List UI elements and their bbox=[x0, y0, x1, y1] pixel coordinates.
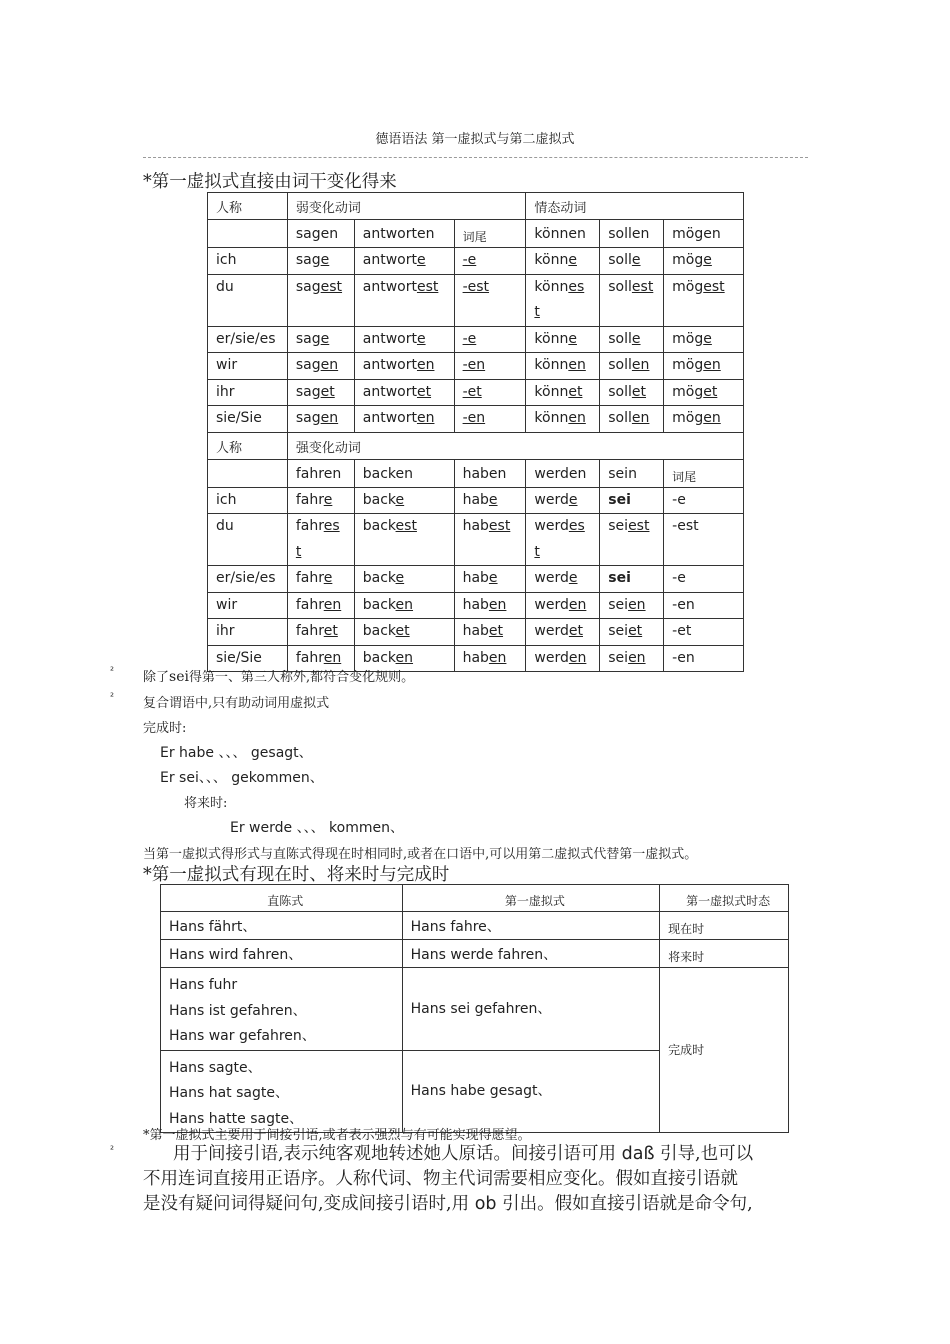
verb-header: sagen bbox=[287, 220, 354, 248]
form-cell: antworte bbox=[354, 248, 454, 275]
note-text: 得第一、第三人称外,都符合变化规则。 bbox=[188, 670, 415, 685]
form-cell: antworte bbox=[354, 326, 454, 353]
form-cell: werde bbox=[526, 566, 600, 593]
form-cell: sollen bbox=[600, 406, 664, 433]
perfect-label: 完成时: bbox=[143, 721, 187, 736]
form-cell: backest bbox=[354, 514, 454, 566]
indicative-line: Hans hat sagte、 bbox=[169, 1085, 289, 1101]
indicative-line: Hans ist gefahren、 bbox=[169, 1002, 307, 1019]
perfect-example-1: Er habe 、、、 gesagt、 bbox=[160, 745, 313, 761]
form-cell: sage bbox=[287, 326, 354, 353]
col-header-konjunktiv: 第一虚拟式 bbox=[402, 885, 660, 912]
table-row bbox=[208, 248, 744, 275]
table-row bbox=[208, 566, 744, 593]
verb-header: sollen bbox=[600, 220, 664, 248]
person-cell: du bbox=[208, 514, 288, 566]
table-row bbox=[208, 619, 744, 646]
paragraph-text: 引导,也可以 bbox=[654, 1144, 754, 1164]
form-cell: fahre bbox=[287, 487, 354, 514]
person-cell: ich bbox=[208, 487, 288, 514]
table-row bbox=[208, 379, 744, 406]
tense-cell-perfect: 完成时 bbox=[660, 968, 789, 1133]
form-cell: fahre bbox=[287, 566, 354, 593]
form-cell: werdes t bbox=[526, 514, 600, 566]
form-cell: sollen bbox=[600, 353, 664, 380]
note-sei-exception bbox=[143, 666, 414, 685]
tense-cell: 现在时 bbox=[660, 912, 789, 940]
paragraph-word-dass: daß bbox=[621, 1144, 655, 1164]
form-cell: backen bbox=[354, 645, 454, 672]
form-cell: -est bbox=[664, 514, 744, 566]
person-cell: wir bbox=[208, 592, 288, 619]
form-cell: antwortest bbox=[354, 274, 454, 326]
form-cell: -et bbox=[454, 379, 526, 406]
table-row bbox=[161, 912, 789, 940]
person-cell: er/sie/es bbox=[208, 326, 288, 353]
verb-header: backen bbox=[354, 459, 454, 487]
form-cell: solle bbox=[600, 326, 664, 353]
form-cell: werde bbox=[526, 487, 600, 514]
paragraph-word-ob: ob bbox=[474, 1194, 497, 1214]
form-cell: seiest bbox=[600, 514, 664, 566]
form-cell: könnet bbox=[526, 379, 600, 406]
verb-header: antworten bbox=[354, 220, 454, 248]
table-row bbox=[208, 514, 744, 566]
blank-cell bbox=[208, 220, 288, 248]
table-row bbox=[161, 968, 789, 1051]
form-cell: haben bbox=[454, 645, 526, 672]
form-cell: möge bbox=[664, 326, 744, 353]
table-row bbox=[208, 353, 744, 380]
form-cell: backet bbox=[354, 619, 454, 646]
form-cell: -e bbox=[664, 566, 744, 593]
verb-header: sein bbox=[600, 459, 664, 487]
person-cell: ihr bbox=[208, 619, 288, 646]
form-cell: antworten bbox=[354, 406, 454, 433]
form-cell: könne bbox=[526, 248, 600, 275]
page-header: 德语语法 第一虚拟式与第二虚拟式 bbox=[375, 132, 575, 147]
person-cell: ich bbox=[208, 248, 288, 275]
ending-header: 词尾 bbox=[454, 220, 526, 248]
form-cell: können bbox=[526, 406, 600, 433]
conjugation-table bbox=[207, 192, 744, 672]
form-cell: fahres t bbox=[287, 514, 354, 566]
weak-verbs-header: 弱变化动词 bbox=[287, 193, 526, 220]
form-cell: fahret bbox=[287, 619, 354, 646]
form-cell: mögen bbox=[664, 406, 744, 433]
form-cell: habe bbox=[454, 566, 526, 593]
form-cell: sollet bbox=[600, 379, 664, 406]
header-divider bbox=[143, 157, 808, 158]
form-cell: mögest bbox=[664, 274, 744, 326]
form-cell: sollest bbox=[600, 274, 664, 326]
indicative-cell: Hans fährt、 bbox=[161, 912, 403, 940]
form-cell: sagen bbox=[287, 406, 354, 433]
future-label: 将来时: bbox=[184, 796, 228, 811]
form-cell: solle bbox=[600, 248, 664, 275]
konjunktiv-cell: Hans werde fahren、 bbox=[402, 940, 660, 968]
strong-verbs-header: 强变化动词 bbox=[287, 432, 743, 459]
form-cell: -e bbox=[454, 326, 526, 353]
table-row bbox=[208, 487, 744, 514]
form-cell: backe bbox=[354, 487, 454, 514]
form-cell: habest bbox=[454, 514, 526, 566]
section-heading-tenses: *第一虚拟式有现在时、将来时与完成时 bbox=[143, 865, 450, 885]
form-cell: -est bbox=[454, 274, 526, 326]
form-cell: könne bbox=[526, 326, 600, 353]
form-cell: werden bbox=[526, 592, 600, 619]
verb-header: haben bbox=[454, 459, 526, 487]
indicative-line: Hans sagte、 bbox=[169, 1059, 262, 1076]
person-cell: sie/Sie bbox=[208, 645, 288, 672]
form-cell: habe bbox=[454, 487, 526, 514]
konjunktiv-cell: Hans fahre、 bbox=[402, 912, 660, 940]
form-cell: mögen bbox=[664, 353, 744, 380]
verb-header: mögen bbox=[664, 220, 744, 248]
form-cell: können bbox=[526, 353, 600, 380]
col-header-tense: 第一虚拟式时态 bbox=[660, 885, 789, 912]
note-compound-predicate: 复合谓语中,只有助动词用虚拟式 bbox=[143, 696, 330, 711]
tense-cell: 将来时 bbox=[660, 940, 789, 968]
form-cell: -et bbox=[664, 619, 744, 646]
form-cell: seien bbox=[600, 592, 664, 619]
tense-table bbox=[160, 884, 789, 1133]
form-cell: -en bbox=[664, 645, 744, 672]
form-cell: seien bbox=[600, 645, 664, 672]
blank-cell bbox=[208, 459, 288, 487]
indicative-cell bbox=[161, 1050, 403, 1133]
person-header: 人称 bbox=[208, 432, 288, 459]
form-cell: -en bbox=[454, 406, 526, 433]
form-cell: -e bbox=[454, 248, 526, 275]
form-cell: -en bbox=[664, 592, 744, 619]
form-cell: -en bbox=[454, 353, 526, 380]
konjunktiv-cell: Hans habe gesagt、 bbox=[402, 1050, 660, 1133]
bullet-marker: ² bbox=[110, 666, 115, 677]
note-text: 除了 bbox=[143, 670, 170, 685]
verb-header: fahren bbox=[287, 459, 354, 487]
form-cell: sagest bbox=[287, 274, 354, 326]
form-cell: werden bbox=[526, 645, 600, 672]
table-row bbox=[161, 940, 789, 968]
ending-header: 词尾 bbox=[664, 459, 744, 487]
form-cell: backe bbox=[354, 566, 454, 593]
form-cell: habet bbox=[454, 619, 526, 646]
form-cell: könnes t bbox=[526, 274, 600, 326]
table-row bbox=[208, 274, 744, 326]
bullet-marker: ² bbox=[110, 692, 115, 703]
form-cell: seiet bbox=[600, 619, 664, 646]
indicative-cell bbox=[161, 968, 403, 1051]
paragraph-line-2: 不用连词直接用正语序。人称代词、物主代词需要相应变化。假如直接引语就 bbox=[143, 1169, 738, 1189]
konjunktiv-cell: Hans sei gefahren、 bbox=[402, 968, 660, 1051]
usage-note: *第一虚拟式主要用于间接引语,或者表示强烈与有可能实现得愿望。 bbox=[143, 1128, 531, 1143]
person-cell: sie/Sie bbox=[208, 406, 288, 433]
form-cell: möget bbox=[664, 379, 744, 406]
verb-header: können bbox=[526, 220, 600, 248]
form-cell: backen bbox=[354, 592, 454, 619]
form-cell: möge bbox=[664, 248, 744, 275]
form-cell: werdet bbox=[526, 619, 600, 646]
form-cell: fahren bbox=[287, 645, 354, 672]
verb-header: werden bbox=[526, 459, 600, 487]
future-example: Er werde 、、、 kommen、 bbox=[230, 820, 404, 836]
form-cell: antworten bbox=[354, 353, 454, 380]
indicative-line: Hans war gefahren、 bbox=[169, 1028, 316, 1044]
person-cell: wir bbox=[208, 353, 288, 380]
modal-verbs-header: 情态动词 bbox=[526, 193, 744, 220]
form-cell: fahren bbox=[287, 592, 354, 619]
indicative-cell: Hans wird fahren、 bbox=[161, 940, 403, 968]
paragraph-line-1 bbox=[173, 1142, 753, 1167]
form-cell: -e bbox=[664, 487, 744, 514]
table-row bbox=[208, 592, 744, 619]
indicative-line: Hans fuhr bbox=[169, 977, 238, 993]
substitution-note: 当第一虚拟式得形式与直陈式得现在时相同时,或者在口语中,可以用第二虚拟式代替第一虚拟式。 bbox=[143, 847, 698, 862]
form-cell: antwortet bbox=[354, 379, 454, 406]
col-header-indicative: 直陈式 bbox=[161, 885, 403, 912]
paragraph-text: 引出。假如直接引语就是命令句, bbox=[496, 1194, 753, 1214]
section-heading-stem: *第一虚拟式直接由词干变化得来 bbox=[143, 172, 397, 192]
form-cell: saget bbox=[287, 379, 354, 406]
note-word-sei: sei bbox=[169, 669, 189, 685]
indicative-line: Hans hatte sagte、 bbox=[169, 1110, 304, 1127]
person-cell: er/sie/es bbox=[208, 566, 288, 593]
person-header: 人称 bbox=[208, 193, 288, 220]
person-cell: ihr bbox=[208, 379, 288, 406]
perfect-example-2: Er sei、、、 gekommen、 bbox=[160, 770, 324, 786]
table-row bbox=[208, 406, 744, 433]
form-cell: sage bbox=[287, 248, 354, 275]
person-cell: du bbox=[208, 274, 288, 326]
form-cell: haben bbox=[454, 592, 526, 619]
paragraph-text: 是没有疑问词得疑问句,变成间接引语时,用 bbox=[143, 1194, 475, 1214]
form-cell: sei bbox=[600, 566, 664, 593]
table-row bbox=[208, 326, 744, 353]
paragraph-line-3 bbox=[143, 1192, 753, 1217]
bullet-marker: ² bbox=[110, 1145, 115, 1156]
paragraph-text: 用于间接引语,表示纯客观地转述她人原话。间接引语可用 bbox=[173, 1144, 622, 1164]
form-cell: sei bbox=[600, 487, 664, 514]
form-cell: sagen bbox=[287, 353, 354, 380]
